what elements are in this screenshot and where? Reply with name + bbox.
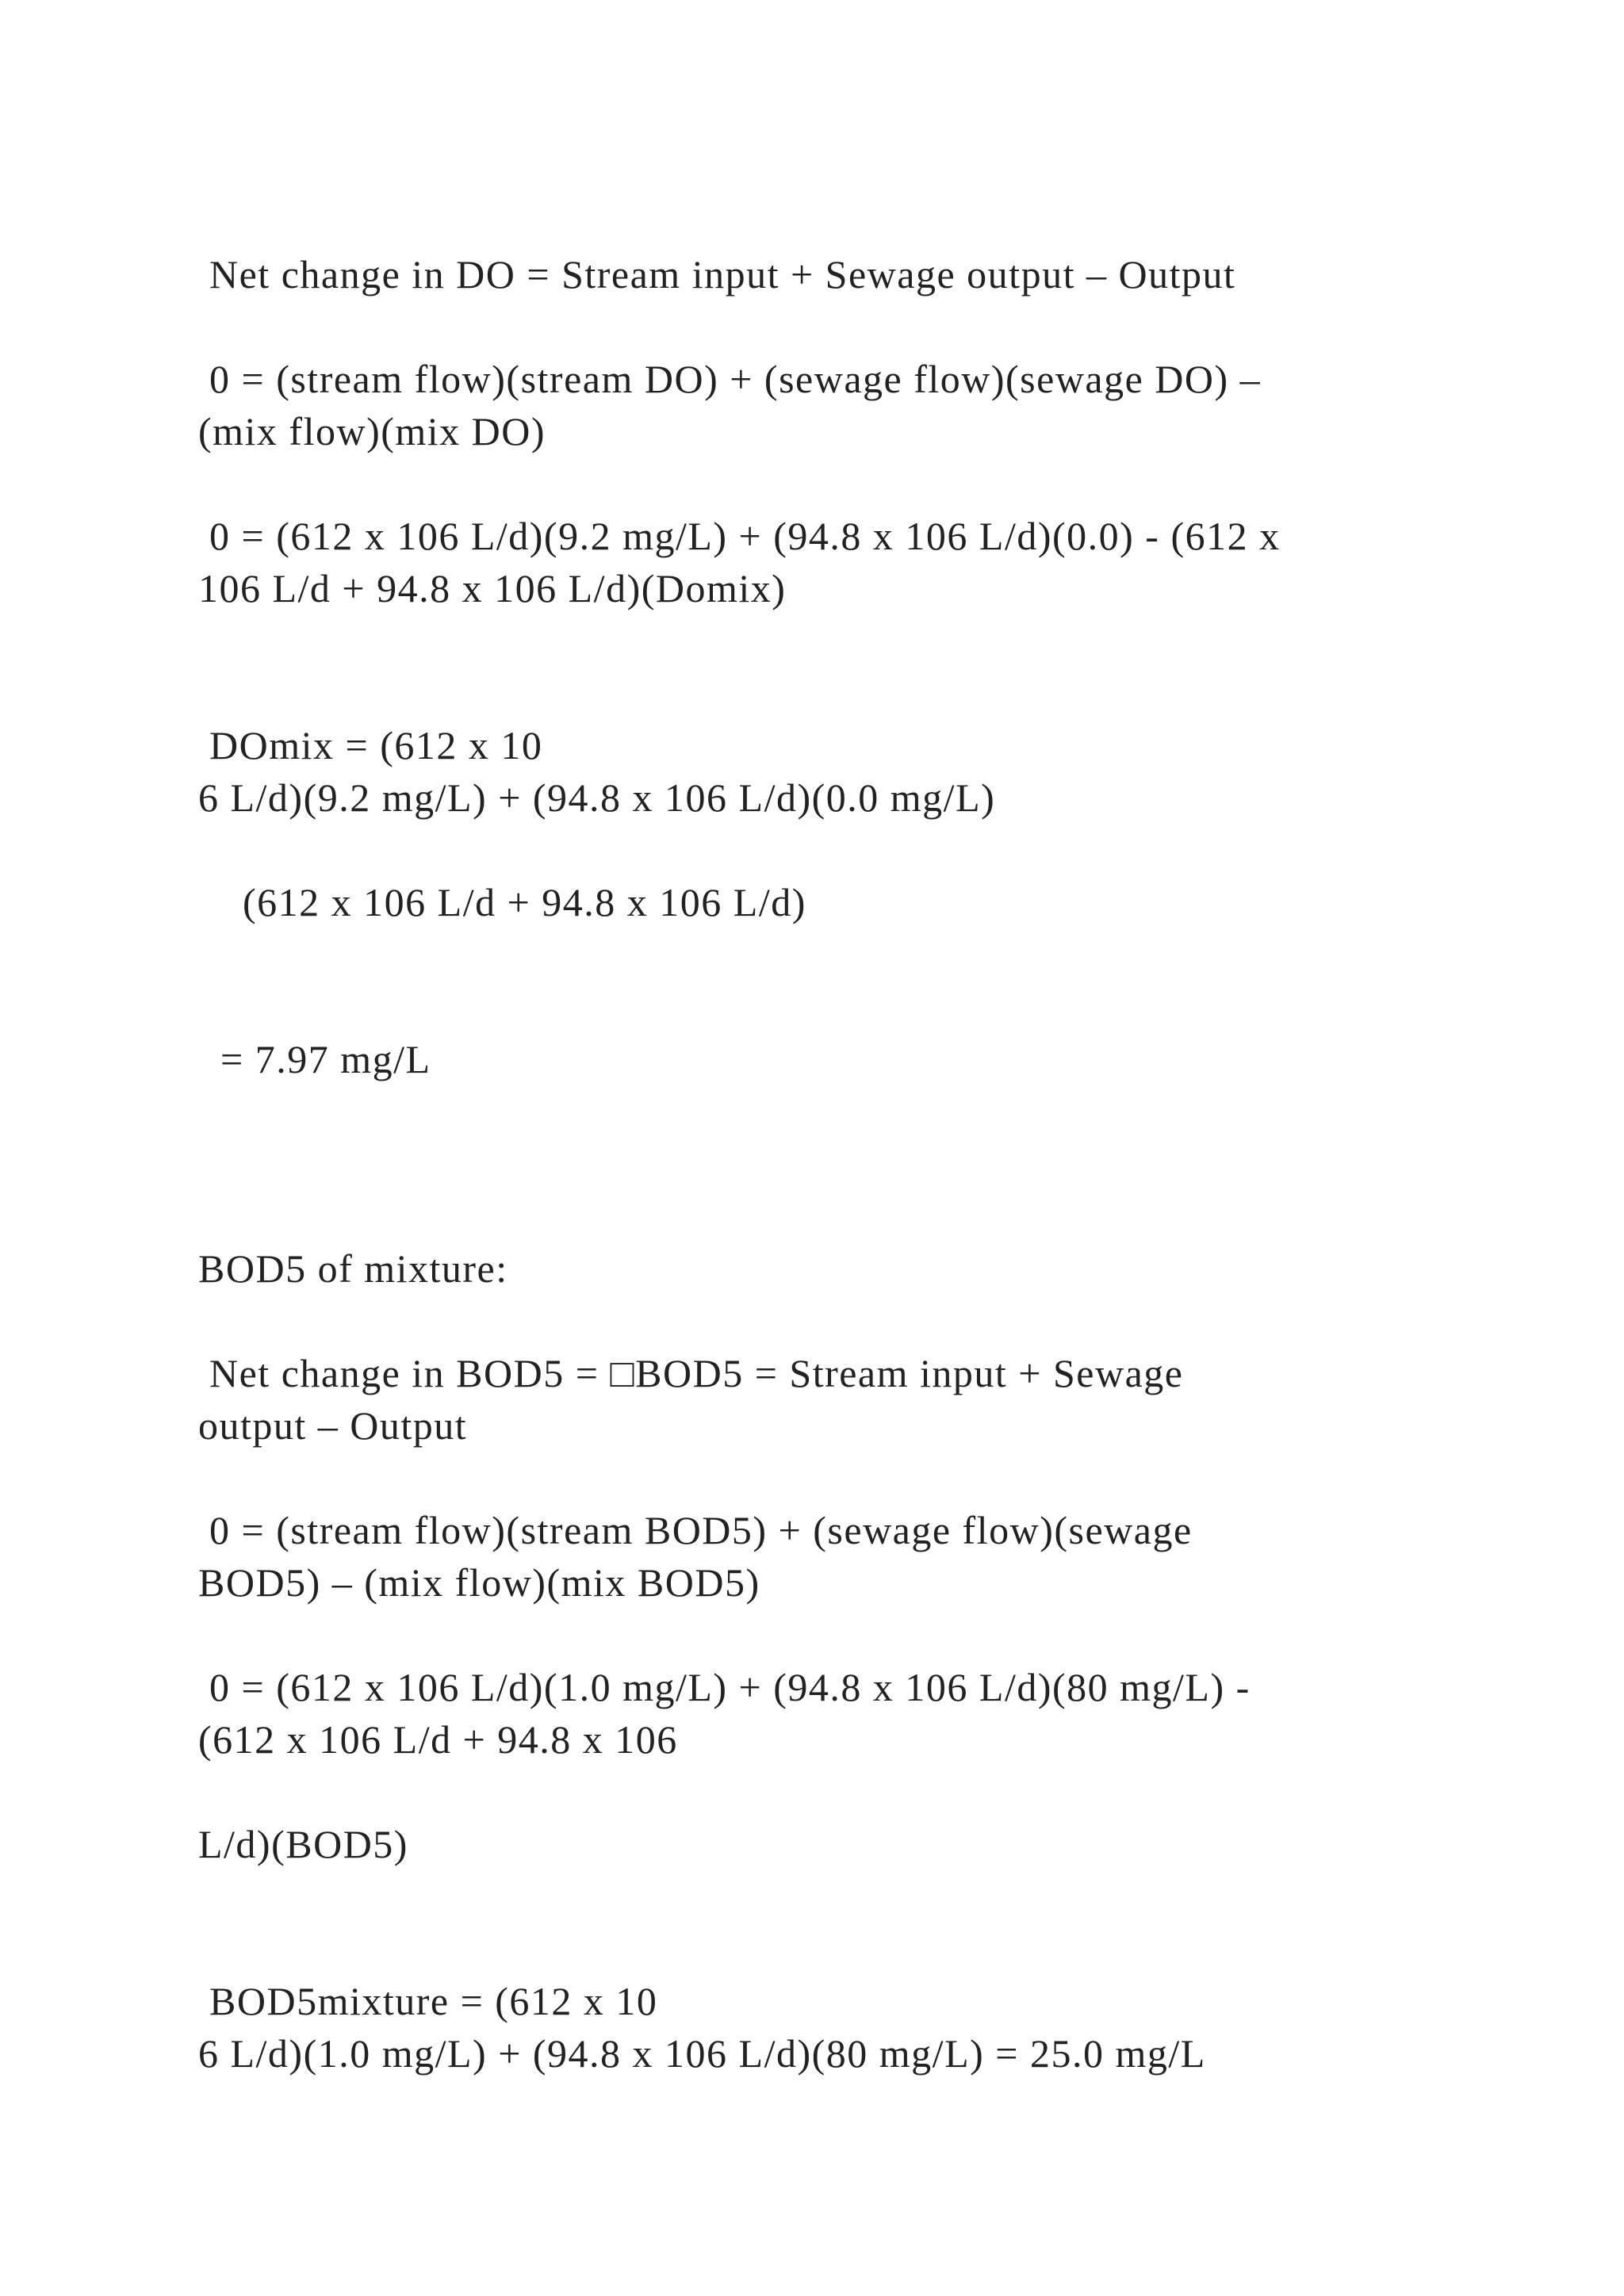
do-substitution-line-2: 106 L/d + 94.8 x 106 L/d)(Domix) [198,566,787,610]
domix-formula-line-2: 6 L/d)(9.2 mg/L) + (94.8 x 106 L/d)(0.0 mg/L) [198,775,996,820]
bod5-net-change-line-2: output – Output [198,1403,468,1448]
do-balance-line-2: (mix flow)(mix DO) [198,409,546,453]
do-net-change-line: Net change in DO = Stream input + Sewage output – Output [198,252,1236,297]
bod5-substitution-line-2: (612 x 106 L/d + 94.8 x 106 [198,1717,678,1762]
bod5-balance-line-1: 0 = (stream flow)(stream BOD5) + (sewage flow)(sewage [198,1508,1193,1552]
bod5mixture-formula-line-2: 6 L/d)(1.0 mg/L) + (94.8 x 106 L/d)(80 mg/L) = 25.0 mg/L [198,2031,1206,2076]
bod5-substitution-line-3: L/d)(BOD5) [198,1822,408,1866]
do-substitution-line-1: 0 = (612 x 106 L/d)(9.2 mg/L) + (94.8 x 106 L/d)(0.0) - (612 x [198,514,1281,558]
do-balance-line-1: 0 = (stream flow)(stream DO) + (sewage flow)(sewage DO) – [198,357,1262,401]
domix-result-line: = 7.97 mg/L [198,1037,431,1081]
bod5-section-heading: BOD5 of mixture: [198,1246,508,1291]
bod5-net-change-line-1: Net change in BOD5 = □BOD5 = Stream input + Sewage [198,1351,1184,1395]
bod5mixture-formula-line-1: BOD5mixture = (612 x 10 [198,1979,658,2023]
domix-formula-line-1: DOmix = (612 x 10 [198,723,543,767]
bod5-substitution-line-1: 0 = (612 x 106 L/d)(1.0 mg/L) + (94.8 x 106 L/d)(80 mg/L) - [198,1665,1251,1709]
bod5-balance-line-2: BOD5) – (mix flow)(mix BOD5) [198,1560,760,1605]
domix-denominator-line: (612 x 106 L/d + 94.8 x 106 L/d) [198,880,806,924]
